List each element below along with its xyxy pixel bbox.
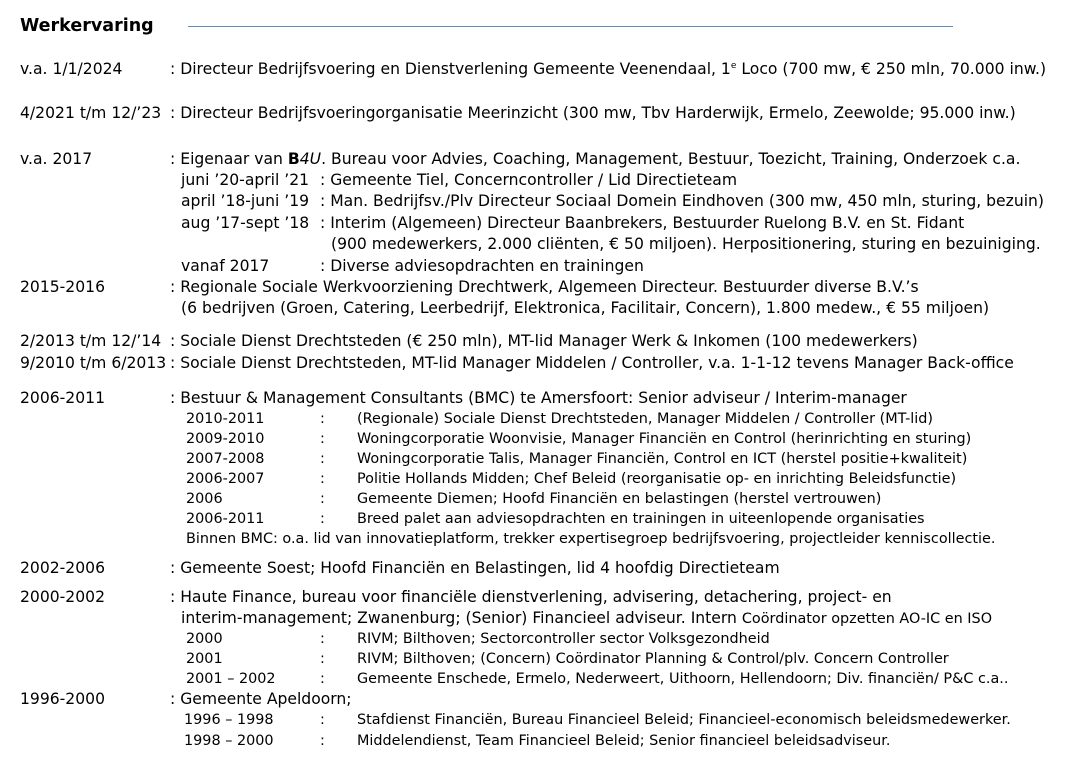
entry-date: 2006-2011 [20, 389, 105, 407]
sub-text: RIVM; Bilthoven; Sectorcontroller sector Volksgezondheid [357, 631, 770, 647]
sub-text: Breed palet aan adviesopdrachten en trainingen in uiteenlopende organisaties [357, 511, 925, 527]
sub-date: 2000 [186, 631, 223, 647]
sub-colon: : [320, 671, 325, 687]
entry-text-continued-small: Coördinator opzetten AO-IC en ISO [741, 611, 993, 627]
title-rule [188, 26, 953, 27]
sub-text: : Interim (Algemeen) Directeur Baanbrekers, Bestuurder Ruelong B.V. en St. Fidant [320, 214, 965, 232]
sub-text: (Regionale) Sociale Dienst Drechtsteden, Manager Middelen / Controller (MT-lid) [357, 411, 934, 427]
sub-date: 2006-2007 [186, 471, 265, 487]
sub-date: 2010-2011 [186, 411, 265, 427]
entry-date: v.a. 2017 [20, 150, 93, 168]
sub-text: Gemeente Diemen; Hoofd Financiën en belastingen (herstel vertrouwen) [357, 491, 882, 507]
brand-bold: B [287, 150, 300, 168]
sub-date: 1996 – 1998 [184, 712, 274, 728]
entry-note: Binnen BMC: o.a. lid van innovatieplatform, trekker expertisegroep bedrijfsvoering, projectleider kenniscollectie. [186, 531, 996, 547]
brand-italic: 4U [299, 150, 322, 168]
sub-date: 2009-2010 [186, 431, 265, 447]
entry-text: : Sociale Dienst Drechtsteden, MT-lid Manager Middelen / Controller, v.a. 1-1-12 tevens Manager Back-office [170, 354, 1014, 372]
sub-date: aug ’17-sept ’18 [181, 214, 310, 232]
entry-text-continued-main: interim-management; Zwanenburg; (Senior) Financieel adviseur. Intern [181, 609, 742, 627]
sub-text: : Gemeente Tiel, Concerncontroller / Lid Directieteam [320, 171, 738, 189]
sub-date: 1998 – 2000 [184, 733, 274, 749]
sub-date: april ’18-juni ’19 [181, 192, 310, 210]
sub-colon: : [320, 631, 325, 647]
entry-text: : Directeur Bedrijfsvoeringorganisatie Meerinzicht (300 mw, Tbv Harderwijk, Ermelo, Zeewolde; 95.000 inw.) [170, 104, 1016, 122]
entry-date: 2002-2006 [20, 559, 105, 577]
entry-date: 2015-2016 [20, 278, 105, 296]
sub-date: 2001 – 2002 [186, 671, 276, 687]
page-title: Werkervaring [20, 16, 154, 36]
sub-date: vanaf 2017 [181, 257, 270, 275]
sub-text: Stafdienst Financiën, Bureau Financieel Beleid; Financieel-economisch beleidsmedewerker. [357, 712, 1011, 728]
sub-colon: : [320, 651, 325, 667]
sub-date: 2001 [186, 651, 223, 667]
entry-text-post: . Bureau voor Advies, Coaching, Management, Bestuur, Toezicht, Training, Onderzoek c.a. [321, 150, 1021, 168]
entry-text: : Haute Finance, bureau voor financiële dienstverlening, advisering, detachering, project- en [170, 588, 892, 606]
sub-text: Politie Hollands Midden; Chef Beleid (reorganisatie op- en inrichting Beleidsfunctie) [357, 471, 957, 487]
sub-colon: : [320, 451, 325, 467]
sub-date: juni ’20-april ’21 [181, 171, 310, 189]
entry-date: 2000-2002 [20, 588, 105, 606]
entry-text: : Sociale Dienst Drechtsteden (€ 250 mln), MT-lid Manager Werk & Inkomen (100 medewerkers) [170, 332, 918, 350]
entry-date: 9/2010 t/m 6/2013 [20, 354, 167, 372]
superscript: e [730, 61, 737, 71]
entry-text-continued: (6 bedrijven (Groen, Catering, Leerbedrijf, Elektronica, Facilitair, Concern), 1.800 medew., € 55 miljoen) [181, 299, 990, 317]
sub-colon: : [320, 733, 325, 749]
entry-text-main: : Directeur Bedrijfsvoering en Dienstverlening Gemeente Veenendaal, 1 [170, 60, 731, 78]
entry-text-tail: Loco (700 mw, € 250 mln, 70.000 inw.) [736, 60, 1047, 78]
sub-text: Woningcorporatie Talis, Manager Financiën, Control en ICT (herstel positie+kwaliteit) [357, 451, 968, 467]
entry-text: : Gemeente Soest; Hoofd Financiën en Belastingen, lid 4 hoofdig Directieteam [170, 559, 780, 577]
entry-date: v.a. 1/1/2024 [20, 60, 123, 78]
sub-date: 2006-2011 [186, 511, 265, 527]
entry-text: : Gemeente Apeldoorn; [170, 690, 352, 708]
sub-text-continued: (900 medewerkers, 2.000 cliënten, € 50 miljoen). Herpositionering, sturing en bezuiniging. [331, 235, 1041, 253]
sub-colon: : [320, 471, 325, 487]
entry-text: : Bestuur & Management Consultants (BMC) te Amersfoort: Senior adviseur / Interim-manager [170, 389, 907, 407]
sub-text: RIVM; Bilthoven; (Concern) Coördinator Planning & Control/plv. Concern Controller [357, 651, 949, 667]
entry-date: 1996-2000 [20, 690, 105, 708]
sub-colon: : [320, 511, 325, 527]
sub-text: : Man. Bedrijfsv./Plv Directeur Sociaal Domein Eindhoven (300 mw, 450 mln, sturing, bezuin) [320, 192, 1045, 210]
entry-text-pre: : Eigenaar van [170, 150, 288, 168]
sub-colon: : [320, 491, 325, 507]
sub-colon: : [320, 431, 325, 447]
entry-date: 4/2021 t/m 12/’23 [20, 104, 162, 122]
entry-text [170, 149, 1020, 170]
entry-date: 2/2013 t/m 12/’14 [20, 332, 162, 350]
entry-text [170, 59, 1046, 80]
sub-text: : Diverse adviesopdrachten en trainingen [320, 257, 644, 275]
sub-text: Woningcorporatie Woonvisie, Manager Financiën en Control (herinrichting en sturing) [357, 431, 972, 447]
sub-colon: : [320, 712, 325, 728]
entry-text: : Regionale Sociale Werkvoorziening Drechtwerk, Algemeen Directeur. Bestuurder diverse B.V.’s [170, 278, 919, 296]
sub-date: 2006 [186, 491, 223, 507]
sub-text: Gemeente Enschede, Ermelo, Nederweert, Uithoorn, Hellendoorn; Div. financiën/ P&C c.a.. [357, 671, 1009, 687]
sub-colon: : [320, 411, 325, 427]
sub-date: 2007-2008 [186, 451, 265, 467]
entry-text-continued [181, 608, 992, 630]
sub-text: Middelendienst, Team Financieel Beleid; Senior financieel beleidsadviseur. [357, 733, 891, 749]
